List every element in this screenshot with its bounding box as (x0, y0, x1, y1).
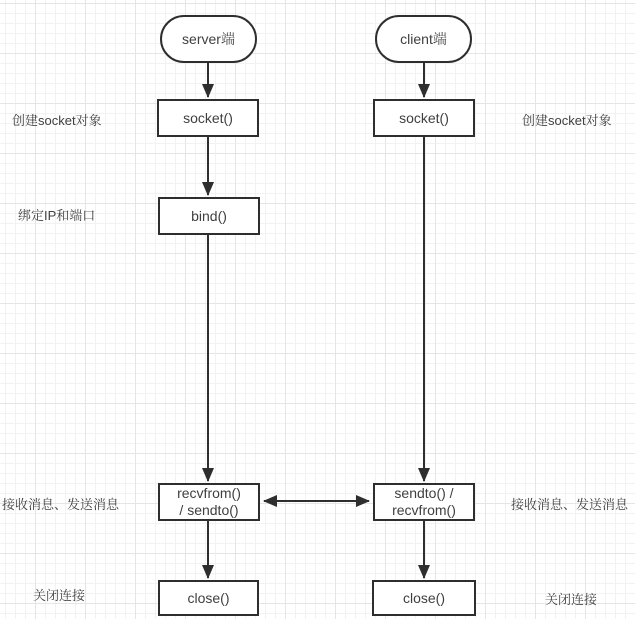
node-server-transfer-line2: / sendto() (179, 502, 239, 518)
node-client-start-label: client端 (400, 30, 447, 47)
node-client-close (372, 580, 476, 616)
label-left-transfer: 接收消息、发送消息 (2, 497, 120, 512)
node-client-socket-label: socket() (399, 109, 449, 126)
node-client-transfer-line1: sendto() / (394, 485, 454, 501)
node-server-close (158, 580, 259, 616)
label-left-bind-ip-port: 绑定IP和端口 (18, 208, 96, 223)
node-bind-label: bind() (191, 207, 227, 224)
node-client-socket (373, 99, 475, 137)
node-client-close-label: close() (402, 589, 445, 606)
node-server-socket-label: socket() (183, 109, 233, 126)
label-left-create-socket: 创建socket对象 (12, 113, 102, 128)
label-right-transfer: 接收消息、发送消息 (511, 497, 629, 512)
label-left-close: 关闭连接 (33, 588, 86, 603)
label-right-create-socket: 创建socket对象 (522, 113, 612, 128)
node-server-start-label: server端 (182, 30, 235, 47)
node-server-transfer-line1: recvfrom() (177, 485, 241, 501)
node-server-close-label: close() (187, 589, 230, 606)
node-server-transfer (158, 483, 260, 521)
node-client-transfer-line2: recvfrom() (392, 502, 456, 518)
node-bind (158, 197, 260, 235)
node-server-socket (157, 99, 259, 137)
label-right-close: 关闭连接 (545, 592, 598, 607)
node-server-start (160, 15, 257, 63)
node-client-transfer (373, 483, 475, 521)
node-client-start (375, 15, 472, 63)
